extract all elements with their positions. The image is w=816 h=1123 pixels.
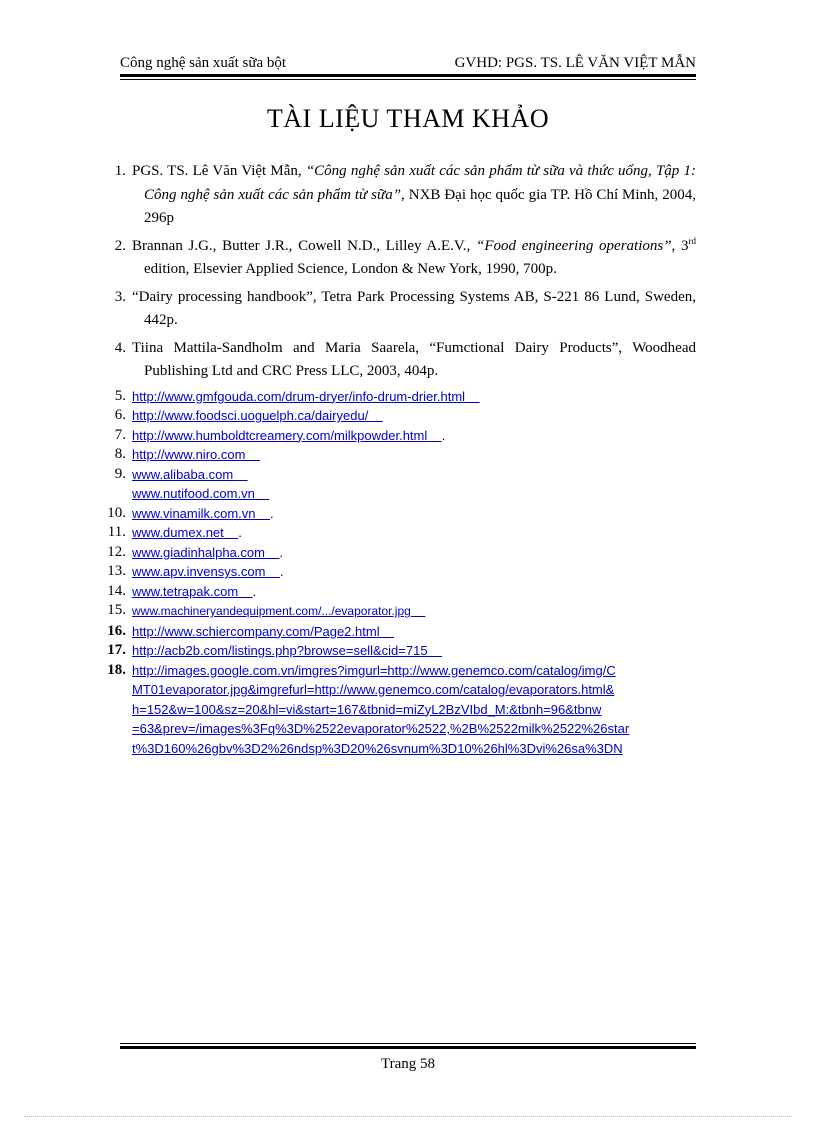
reference-number: 8.	[114, 446, 126, 462]
long-link-line[interactable]: h=152&w=100&sz=20&hl=vi&start=167&tbnid=miZyL2BzVIbd_M:&tbnh=96&tbnw	[132, 701, 602, 717]
link-reference-list	[100, 387, 696, 661]
page-edge-dots	[24, 1116, 792, 1117]
header-rule-thin	[120, 79, 696, 80]
reference-link[interactable]: http://www.schiercompany.com/Page2.html	[132, 623, 380, 639]
reference-number: 1.	[114, 163, 126, 179]
reference-item-link	[100, 641, 696, 661]
reference-author: PGS. TS. Lê Văn Việt Mẫn,	[132, 163, 306, 179]
reference-list	[100, 160, 696, 758]
reference-title: “Công nghệ sản xuất các sản phẩm từ sữa và thức uống, Tập 1: Công nghệ sản xuất các sản phẩm từ sữa”,	[144, 163, 696, 203]
reference-link[interactable]: www.alibaba.com	[132, 466, 234, 482]
reference-link[interactable]: www.dumex.net	[132, 525, 224, 540]
link-suffix: .	[269, 505, 274, 521]
reference-item	[100, 160, 696, 231]
reference-link[interactable]: www.apv.invensys.com	[132, 564, 266, 579]
reference-number: 9.	[114, 465, 126, 482]
reference-number: 2.	[114, 237, 126, 254]
reference-link[interactable]: http://www.gmfgouda.com/drum-dryer/info-drum-drier.html	[132, 388, 466, 404]
reference-link[interactable]: www.machineryandequipment.com/.../evaporator.jpg	[132, 604, 411, 618]
reference-number: 7.	[114, 426, 126, 443]
reference-link[interactable]: http://www.foodsci.uoguelph.ca/dairyedu/	[132, 408, 369, 423]
reference-number: 5.	[114, 387, 126, 404]
reference-publisher: edition, Elsevier Applied Science, London & New York, 1990, 700p.	[144, 261, 557, 277]
reference-link[interactable]: www.tetrapak.com	[132, 583, 239, 599]
link-suffix: .	[279, 564, 284, 579]
footer-rule-thick	[120, 1046, 696, 1049]
long-link-line[interactable]: http://images.google.com.vn/imgres?imgurl=http://www.genemco.com/catalog/img/C	[132, 662, 616, 678]
reference-number: 16.	[107, 622, 126, 639]
reference-item-link	[100, 387, 696, 407]
header-course-title: Công nghệ sản xuất sữa bột	[120, 55, 287, 71]
link-suffix: .	[279, 544, 284, 560]
reference-item-link	[100, 523, 696, 543]
reference-item-long-link	[100, 661, 696, 759]
reference-number: 13.	[107, 563, 126, 579]
footer-rule-thin	[120, 1043, 696, 1044]
link-suffix: .	[441, 427, 446, 443]
reference-text: Tiina Mattila-Sandholm and Maria Saarela, “Fumctional Dairy Products”, Woodhead Publishing Ltd and CRC Press LLC, 2003, 404p.	[132, 339, 696, 379]
long-link[interactable]	[132, 661, 696, 759]
reference-author: Brannan J.G., Butter J.R., Cowell N.D., Lilley A.E.V.,	[132, 237, 476, 254]
reference-item-link	[100, 465, 696, 485]
reference-item	[100, 235, 696, 282]
reference-item	[100, 286, 696, 333]
reference-number: 12.	[107, 543, 126, 560]
reference-edition-sup: rd	[688, 235, 696, 246]
page-title: TÀI LIỆU THAM KHẢO	[266, 104, 550, 133]
reference-number: 14.	[107, 582, 126, 599]
reference-number: 3.	[114, 288, 126, 305]
reference-number: 10.	[107, 504, 126, 521]
long-link-line[interactable]: t%3D160%26gbv%3D2%26ndsp%3D20%26svnum%3D10%26hl%3Dvi%26sa%3DN	[132, 740, 623, 756]
long-link-line[interactable]: =63&prev=/images%3Fq%3D%2522evaporator%2522,%2B%2522milk%2522%26star	[132, 721, 630, 736]
reference-item-link	[100, 601, 696, 622]
reference-item-link	[100, 504, 696, 524]
reference-item	[100, 337, 696, 384]
reference-number: 18.	[107, 661, 126, 678]
reference-item-link	[100, 562, 696, 582]
header-instructor: GVHD: PGS. TS. LÊ VĂN VIỆT MẪN	[454, 55, 696, 71]
reference-title: “Food engineering operations”	[476, 237, 672, 254]
reference-number: 6.	[114, 407, 126, 423]
reference-number: 4.	[114, 339, 126, 356]
reference-edition: , 3	[671, 237, 689, 254]
reference-item-link	[100, 426, 696, 446]
reference-item-link	[100, 582, 696, 602]
reference-text: “Dairy processing handbook”, Tetra Park Processing Systems AB, S-221 86 Lund, Sweden, 442p.	[132, 288, 696, 328]
link-suffix: .	[238, 525, 242, 540]
reference-link[interactable]: http://www.humboldtcreamery.com/milkpowder.html	[132, 427, 428, 443]
reference-number: 17.	[107, 642, 126, 658]
reference-number: 11.	[107, 524, 126, 540]
header-rule-thick	[120, 74, 696, 77]
link-suffix: .	[252, 583, 257, 599]
reference-link[interactable]: www.giadinhalpha.com	[132, 544, 265, 560]
reference-item-link	[100, 622, 696, 642]
reference-link[interactable]: www.vinamilk.com.vn	[132, 505, 256, 521]
reference-item-link	[100, 543, 696, 563]
reference-link[interactable]: http://acb2b.com/listings.php?browse=sell&cid=715	[132, 643, 428, 658]
long-link-line[interactable]: MT01evaporator.jpg&imgrefurl=http://www.genemco.com/catalog/evaporators.html&	[132, 682, 615, 697]
reference-publisher: NXB Đại học quốc gia TP. Hồ Chí Minh, 2004, 296p	[144, 186, 696, 226]
page-number: Trang 58	[380, 1056, 436, 1072]
reference-number: 15.	[107, 602, 126, 618]
reference-item-link	[100, 484, 696, 504]
reference-link[interactable]: http://www.niro.com	[132, 447, 246, 462]
reference-item-link	[100, 406, 696, 426]
reference-link[interactable]: www.nutifood.com.vn	[132, 486, 255, 501]
reference-item-link	[100, 445, 696, 465]
